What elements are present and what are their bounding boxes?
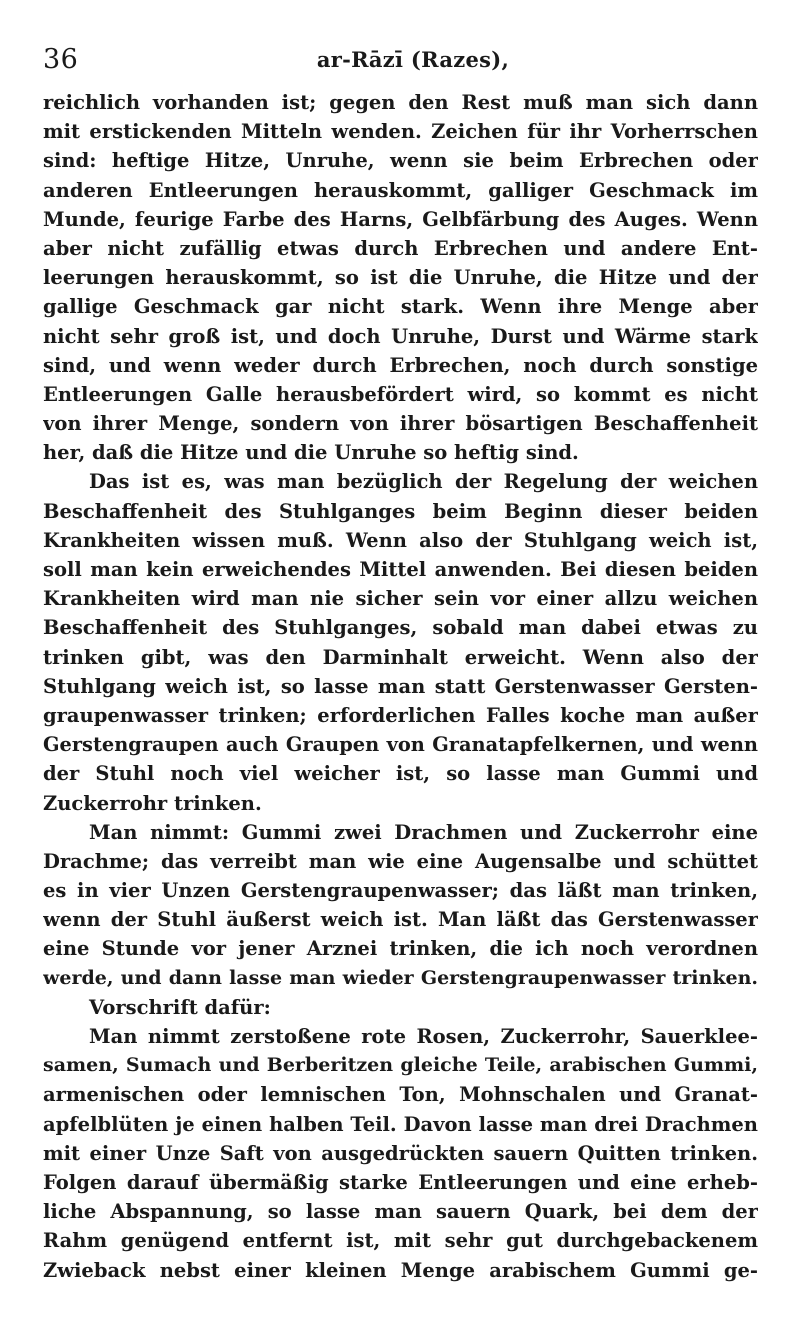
text-line: werde, und dann lasse man wieder Gerstengraupenwasser trinken.: [43, 966, 758, 989]
text-line: Krankheiten wird man nie sicher sein vor einer allzu weichen: [43, 587, 758, 611]
text-line: Gerstengraupen auch Graupen von Granatapfelkernen, und wenn: [43, 733, 758, 757]
text-line: Stuhlgang weich ist, so lasse man statt Gerstenwasser Gersten-: [43, 674, 758, 698]
text-line: Krankheiten wissen muß. Wenn also der Stuhlgang weich ist,: [43, 528, 758, 552]
text-line: Zuckerrohr trinken.: [43, 791, 262, 815]
text-line: wenn der Stuhl äußerst weich ist. Man läßt das Gerstenwasser: [43, 908, 758, 932]
text-line: von ihrer Menge, sondern von ihrer bösartigen Beschaffenheit: [43, 412, 758, 436]
text-line: Rahm genügend entfernt ist, mit sehr gut durchgebackenem: [43, 1229, 758, 1253]
page-header: [43, 36, 760, 76]
text-line: sind, und wenn weder durch Erbrechen, noch durch sonstige: [43, 353, 758, 377]
text-line: leerungen herauskommt, so ist die Unruhe, die Hitze und der: [43, 266, 758, 290]
text-line: graupenwasser trinken; erforderlichen Falles koche man außer: [43, 703, 758, 727]
text-line: samen, Sumach und Berberitzen gleiche Teile, arabischen Gummi,: [43, 1054, 758, 1077]
text-line: aber nicht zufällig etwas durch Erbrechen und andere Ent-: [43, 236, 758, 260]
running-head: ar-Rāzī (Razes),: [316, 47, 510, 72]
text-line: trinken gibt, was den Darminhalt erweicht. Wenn also der: [43, 645, 758, 669]
text-line: es in vier Unzen Gerstengraupenwasser; das läßt man trinken,: [43, 879, 758, 903]
text-line: reichlich vorhanden ist; gegen den Rest muß man sich dann: [43, 91, 758, 114]
text-line: anderen Entleerungen herauskommt, galliger Geschmack im: [43, 178, 758, 202]
text-line: Vorschrift dafür:: [89, 995, 271, 1019]
text-line: nicht sehr groß ist, und doch Unruhe, Durst und Wärme stark: [43, 324, 758, 348]
text-line: Das ist es, was man bezüglich der Regelung der weichen: [89, 470, 758, 494]
text-line: armenischen oder lemnischen Ton, Mohnschalen und Granat-: [43, 1083, 758, 1107]
text-line: liche Abspannung, so lasse man sauern Quark, bei dem der: [43, 1200, 758, 1224]
text-line: Beschaffenheit des Stuhlganges beim Beginn dieser beiden: [43, 499, 758, 523]
text-line: soll man kein erweichendes Mittel anwenden. Bei diesen beiden: [43, 558, 758, 581]
text-line: eine Stunde vor jener Arznei trinken, die ich noch verordnen: [43, 937, 758, 961]
text-line: sind: heftige Hitze, Unruhe, wenn sie beim Erbrechen oder: [43, 149, 758, 173]
text-line: Man nimmt zerstoßene rote Rosen, Zuckerrohr, Sauerklee-: [89, 1025, 758, 1048]
page-number: 36: [43, 44, 79, 75]
text-line: Folgen darauf übermäßig starke Entleerungen und eine erheb-: [43, 1170, 758, 1194]
text-line: her, daß die Hitze und die Unruhe so heftig sind.: [43, 441, 579, 465]
text-line: der Stuhl noch viel weicher ist, so lasse man Gummi und: [43, 762, 758, 786]
body-text: [43, 88, 758, 1285]
text-line: mit einer Unze Saft von ausgedrückten sauern Quitten trinken.: [43, 1141, 758, 1165]
text-line: Munde, feurige Farbe des Harns, Gelbfärbung des Auges. Wenn: [43, 207, 758, 231]
text-line: apfelblüten je einen halben Teil. Davon lasse man drei Drachmen: [43, 1112, 758, 1136]
text-line: mit erstickenden Mitteln wenden. Zeichen für ihr Vorherrschen: [43, 120, 758, 144]
text-line: Entleerungen Galle herausbefördert wird, so kommt es nicht: [43, 382, 758, 406]
text-line: Zwieback nebst einer kleinen Menge arabischem Gummi ge-: [43, 1258, 758, 1282]
text-line: gallige Geschmack gar nicht stark. Wenn ihre Menge aber: [43, 295, 758, 319]
text-line: Man nimmt: Gummi zwei Drachmen und Zuckerrohr eine: [89, 820, 758, 844]
text-line: Drachme; das verreibt man wie eine Augensalbe und schüttet: [43, 849, 758, 873]
text-line: Beschaffenheit des Stuhlganges, sobald man dabei etwas zu: [43, 616, 758, 640]
